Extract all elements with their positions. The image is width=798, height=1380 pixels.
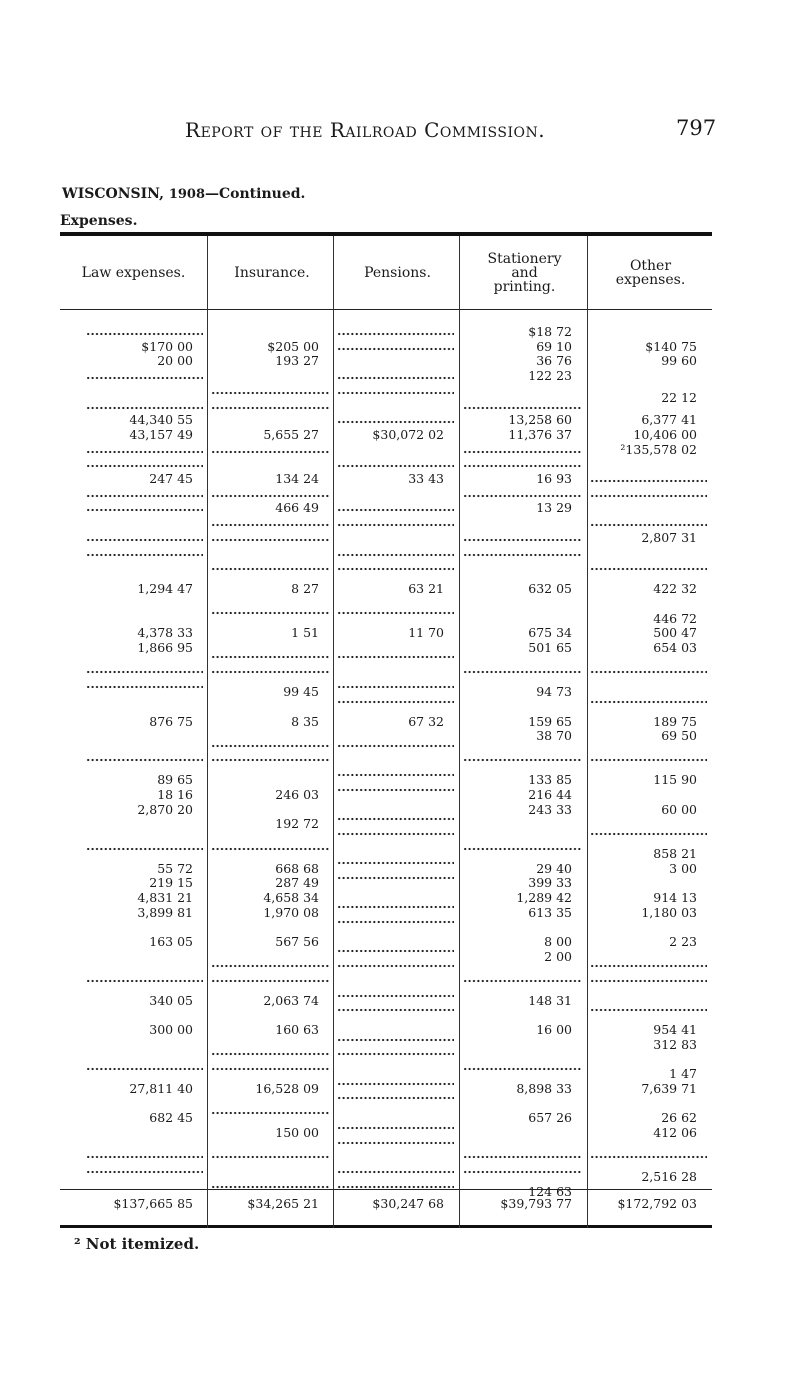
- table-cell: 4,658 34: [263, 889, 319, 905]
- table-cell: 150 00: [275, 1125, 319, 1141]
- dot-leader: [590, 476, 707, 486]
- dot-leader: [337, 550, 454, 560]
- table-cell: 466 49: [275, 500, 319, 516]
- dot-leader: [463, 1167, 582, 1177]
- dot-leader: [463, 976, 582, 986]
- table-cell: 500 47: [653, 625, 697, 641]
- table-cell: 124 63: [528, 1183, 572, 1199]
- column-divider: [333, 236, 334, 1228]
- title-part: eport of the: [200, 118, 330, 142]
- column-header: [461, 236, 588, 310]
- table-cell: 3 00: [669, 860, 697, 876]
- dot-leader: [463, 667, 582, 677]
- dot-leader: [337, 682, 454, 692]
- table-cell: 122 23: [528, 368, 572, 384]
- table-cell: 63 21: [408, 581, 444, 597]
- table-cell: 1 51: [291, 625, 319, 641]
- table-cell: 13 29: [536, 500, 572, 516]
- total-cell: $172,792 03: [617, 1196, 697, 1211]
- table-cell: 675 34: [528, 625, 572, 641]
- table-cell: 446 72: [653, 610, 697, 626]
- table-cell: 340 05: [149, 992, 193, 1008]
- table-cell: 11,376 37: [508, 426, 572, 442]
- dot-leader: [86, 461, 203, 471]
- dot-leader: [86, 403, 203, 413]
- table-cell: 5,655 27: [263, 426, 319, 442]
- dot-leader: [463, 491, 582, 501]
- dot-leader: [590, 667, 707, 677]
- total-cell: $34,265 21: [247, 1196, 319, 1211]
- dot-leader: [463, 1152, 582, 1162]
- dot-leader: [337, 1049, 454, 1059]
- dot-leader: [337, 1123, 454, 1133]
- dot-leader: [463, 447, 582, 457]
- dot-leader: [337, 461, 454, 471]
- table-cell: 216 44: [528, 787, 572, 803]
- dot-leader: [211, 447, 329, 457]
- table-cell: 29 40: [536, 860, 572, 876]
- dot-leader: [337, 417, 454, 427]
- table-cell: 43,157 49: [129, 426, 193, 442]
- page-number: 797: [676, 116, 717, 140]
- table-cell: 6,377 41: [641, 412, 697, 428]
- dot-leader: [337, 329, 454, 339]
- table-cell: 399 33: [528, 875, 572, 891]
- table-cell: 1,289 42: [516, 889, 572, 905]
- table-cell: 11 70: [408, 625, 444, 641]
- dot-leader: [211, 1182, 329, 1192]
- column-header-line: Other: [629, 258, 672, 274]
- dot-leader: [463, 535, 582, 545]
- total-cell: $39,793 77: [500, 1196, 572, 1211]
- dot-leader: [86, 667, 203, 677]
- dot-leader: [86, 329, 203, 339]
- table-cell: 20 00: [157, 353, 193, 369]
- dot-leader: [590, 697, 707, 707]
- dot-leader: [211, 844, 329, 854]
- dot-leader: [337, 344, 454, 354]
- title-initial: R: [185, 118, 201, 142]
- dot-leader: [86, 535, 203, 545]
- column-header-line: Pensions.: [364, 265, 431, 281]
- table-cell: 422 32: [653, 581, 697, 597]
- dot-leader: [211, 755, 329, 765]
- table-cell: 8 27: [291, 581, 319, 597]
- dot-leader: [86, 844, 203, 854]
- dot-leader: [337, 1079, 454, 1089]
- dot-leader: [86, 976, 203, 986]
- dot-leader: [590, 976, 707, 986]
- dot-leader: [337, 829, 454, 839]
- dot-leader: [337, 873, 454, 883]
- table-cell: 3,899 81: [137, 904, 193, 920]
- table-cell: 954 41: [653, 1022, 697, 1038]
- dot-leader: [337, 1138, 454, 1148]
- table-cell: 27,811 40: [129, 1081, 193, 1097]
- dot-leader: [337, 858, 454, 868]
- dot-leader: [211, 388, 329, 398]
- table-cell: 247 45: [149, 471, 193, 486]
- table-cell: 412 06: [653, 1125, 697, 1141]
- table-bottom-rule: [60, 1225, 712, 1228]
- dot-leader: [211, 1152, 329, 1162]
- table-cell: 69 50: [661, 728, 697, 744]
- table-cell: 160 63: [275, 1022, 319, 1038]
- dot-leader: [211, 667, 329, 677]
- table-cell: 99 60: [661, 353, 697, 369]
- table-cell: 914 13: [653, 889, 697, 905]
- dot-leader: [337, 1182, 454, 1192]
- dot-leader: [337, 697, 454, 707]
- table-cell: 8,898 33: [516, 1081, 572, 1097]
- table-cell: 668 68: [275, 860, 319, 876]
- column-header-line: Insurance.: [234, 265, 310, 281]
- dot-leader: [463, 844, 582, 854]
- state-year: 1908: [168, 187, 206, 202]
- table-cell: 7,639 71: [641, 1081, 697, 1097]
- dot-leader: [211, 961, 329, 971]
- dot-leader: [590, 520, 707, 530]
- table-cell: 10,406 00: [633, 426, 697, 442]
- dot-leader: [337, 770, 454, 780]
- dot-leader: [590, 491, 707, 501]
- table-cell: 8 00: [544, 934, 572, 950]
- table-cell: 1,866 95: [137, 640, 193, 656]
- dot-leader: [463, 403, 582, 413]
- column-header-line: printing.: [493, 279, 556, 295]
- dot-leader: [86, 682, 203, 692]
- table-cell: 99 45: [283, 684, 319, 700]
- table-cell: 613 35: [528, 904, 572, 920]
- state-heading: [62, 186, 305, 202]
- column-divider: [207, 236, 208, 1228]
- dot-leader: [211, 741, 329, 751]
- dot-leader: [337, 1167, 454, 1177]
- table-cell: 1 47: [669, 1066, 697, 1082]
- table-cell: 55 72: [157, 860, 193, 876]
- table-cell: $140 75: [645, 338, 697, 354]
- column-header: [335, 236, 460, 310]
- table-cell: 133 85: [528, 772, 572, 788]
- table-cell: 115 90: [653, 772, 697, 788]
- table-cell: 2,063 74: [263, 992, 319, 1008]
- table-cell: 682 45: [149, 1110, 193, 1126]
- dot-leader: [337, 564, 454, 574]
- table-cell: 2,870 20: [137, 801, 193, 817]
- dot-leader: [590, 961, 707, 971]
- dot-leader: [337, 917, 454, 927]
- dot-leader: [211, 1064, 329, 1074]
- dot-leader: [86, 1152, 203, 1162]
- dot-leader: [590, 1152, 707, 1162]
- table-cell: 163 05: [149, 934, 193, 950]
- table-cell: $30,072 02: [372, 426, 444, 442]
- dot-leader: [337, 785, 454, 795]
- table-cell: 16 00: [536, 1022, 572, 1038]
- dot-leader: [337, 652, 454, 662]
- title-part: ailroad: [345, 118, 425, 142]
- dot-leader: [211, 535, 329, 545]
- dot-leader: [337, 373, 454, 383]
- table-cell: 33 43: [408, 471, 444, 486]
- state-continued: —Continued.: [205, 186, 306, 202]
- dot-leader: [211, 564, 329, 574]
- dot-leader: [86, 447, 203, 457]
- column-header-line: Stationery: [487, 251, 562, 267]
- table-cell: 300 00: [149, 1022, 193, 1038]
- dot-leader: [590, 829, 707, 839]
- column-header: [60, 236, 207, 310]
- dot-leader: [337, 520, 454, 530]
- section-title: Expenses.: [60, 213, 138, 229]
- dot-leader: [211, 976, 329, 986]
- dot-leader: [337, 961, 454, 971]
- dot-leader: [337, 946, 454, 956]
- table-cell: 159 65: [528, 713, 572, 729]
- footnote: ² Not itemized.: [74, 1235, 200, 1253]
- column-header-line: Law expenses.: [81, 265, 186, 281]
- dot-leader: [86, 373, 203, 383]
- table-cell: 148 31: [528, 992, 572, 1008]
- table-cell: 876 75: [149, 713, 193, 729]
- table-cell: 654 03: [653, 640, 697, 656]
- table-cell: 193 27: [275, 353, 319, 369]
- state-name: WISCONSIN,: [62, 186, 164, 202]
- table-cell: 501 65: [528, 640, 572, 656]
- dot-leader: [86, 1167, 203, 1177]
- table-cell: 44,340 55: [129, 412, 193, 428]
- table-cell: 2,807 31: [641, 529, 697, 545]
- dot-leader: [463, 1064, 582, 1074]
- table-cell: 632 05: [528, 581, 572, 597]
- table-cell: 38 70: [536, 728, 572, 744]
- report-title: [185, 118, 545, 142]
- table-cell: 219 15: [149, 875, 193, 891]
- dot-leader: [337, 1093, 454, 1103]
- table-cell: 26 62: [661, 1110, 697, 1126]
- table-cell: 567 56: [275, 934, 319, 950]
- table-cell: 312 83: [653, 1036, 697, 1052]
- table-cell: 192 72: [275, 816, 319, 832]
- table-cell: $170 00: [141, 338, 193, 354]
- table-cell: 2 23: [669, 934, 697, 950]
- table-cell: ²135,578 02: [620, 441, 697, 457]
- table-cell: 4,378 33: [137, 625, 193, 641]
- table-cell: 67 32: [408, 713, 444, 729]
- table-cell: 287 49: [275, 875, 319, 891]
- title-initial: R: [329, 118, 346, 142]
- dot-leader: [590, 755, 707, 765]
- dot-leader: [590, 564, 707, 574]
- table-cell: 134 24: [275, 471, 319, 486]
- column-header: [209, 236, 335, 310]
- table-cell: 243 33: [528, 801, 572, 817]
- table-cell: 189 75: [653, 713, 697, 729]
- dot-leader: [337, 1005, 454, 1015]
- dot-leader: [337, 814, 454, 824]
- dot-leader: [86, 491, 203, 501]
- table-cell: 18 16: [157, 787, 193, 803]
- dot-leader: [211, 491, 329, 501]
- table-cell: 246 03: [275, 787, 319, 803]
- table-cell: 1,294 47: [137, 581, 193, 597]
- dot-leader: [86, 1064, 203, 1074]
- table-cell: 2 00: [544, 948, 572, 964]
- dot-leader: [211, 1108, 329, 1118]
- table-cell: 16 93: [536, 471, 572, 486]
- total-cell: $137,665 85: [113, 1196, 193, 1211]
- table-cell: 1,180 03: [641, 904, 697, 920]
- dot-leader: [337, 991, 454, 1001]
- dot-leader: [337, 505, 454, 515]
- table-cell: 657 26: [528, 1110, 572, 1126]
- title-part: ommission.: [439, 118, 546, 142]
- column-header: [588, 236, 713, 310]
- dot-leader: [337, 388, 454, 398]
- column-header-line: expenses.: [615, 272, 686, 288]
- dot-leader: [86, 550, 203, 560]
- dot-leader: [211, 403, 329, 413]
- dot-leader: [590, 1005, 707, 1015]
- column-header-line: and: [511, 265, 538, 281]
- table-cell: $18 72: [528, 324, 572, 339]
- table-cell: 60 00: [661, 801, 697, 817]
- table-cell: 1,970 08: [263, 904, 319, 920]
- table-cell: 94 73: [536, 684, 572, 700]
- title-initial: C: [424, 118, 440, 142]
- table-cell: 858 21: [653, 845, 697, 861]
- dot-leader: [211, 520, 329, 530]
- table-cell: 2,516 28: [641, 1169, 697, 1185]
- dot-leader: [86, 505, 203, 515]
- dot-leader: [337, 902, 454, 912]
- dot-leader: [463, 550, 582, 560]
- table-cell: 36 76: [536, 353, 572, 369]
- column-divider: [587, 236, 588, 1228]
- dot-leader: [211, 652, 329, 662]
- table-cell: 89 65: [157, 772, 193, 788]
- total-cell: $30,247 68: [372, 1196, 444, 1211]
- dot-leader: [86, 755, 203, 765]
- column-divider: [459, 236, 460, 1228]
- table-cell: 8 35: [291, 713, 319, 729]
- dot-leader: [463, 461, 582, 471]
- table-cell: 13,258 60: [508, 412, 572, 428]
- table-cell: $205 00: [267, 338, 319, 354]
- dot-leader: [337, 741, 454, 751]
- dot-leader: [337, 608, 454, 618]
- table-cell: 16,528 09: [255, 1081, 319, 1097]
- table-cell: 69 10: [536, 338, 572, 354]
- dot-leader: [211, 1049, 329, 1059]
- table-cell: 4,831 21: [137, 889, 193, 905]
- dot-leader: [337, 1035, 454, 1045]
- table-cell: 22 12: [661, 390, 697, 406]
- dot-leader: [463, 755, 582, 765]
- dot-leader: [211, 608, 329, 618]
